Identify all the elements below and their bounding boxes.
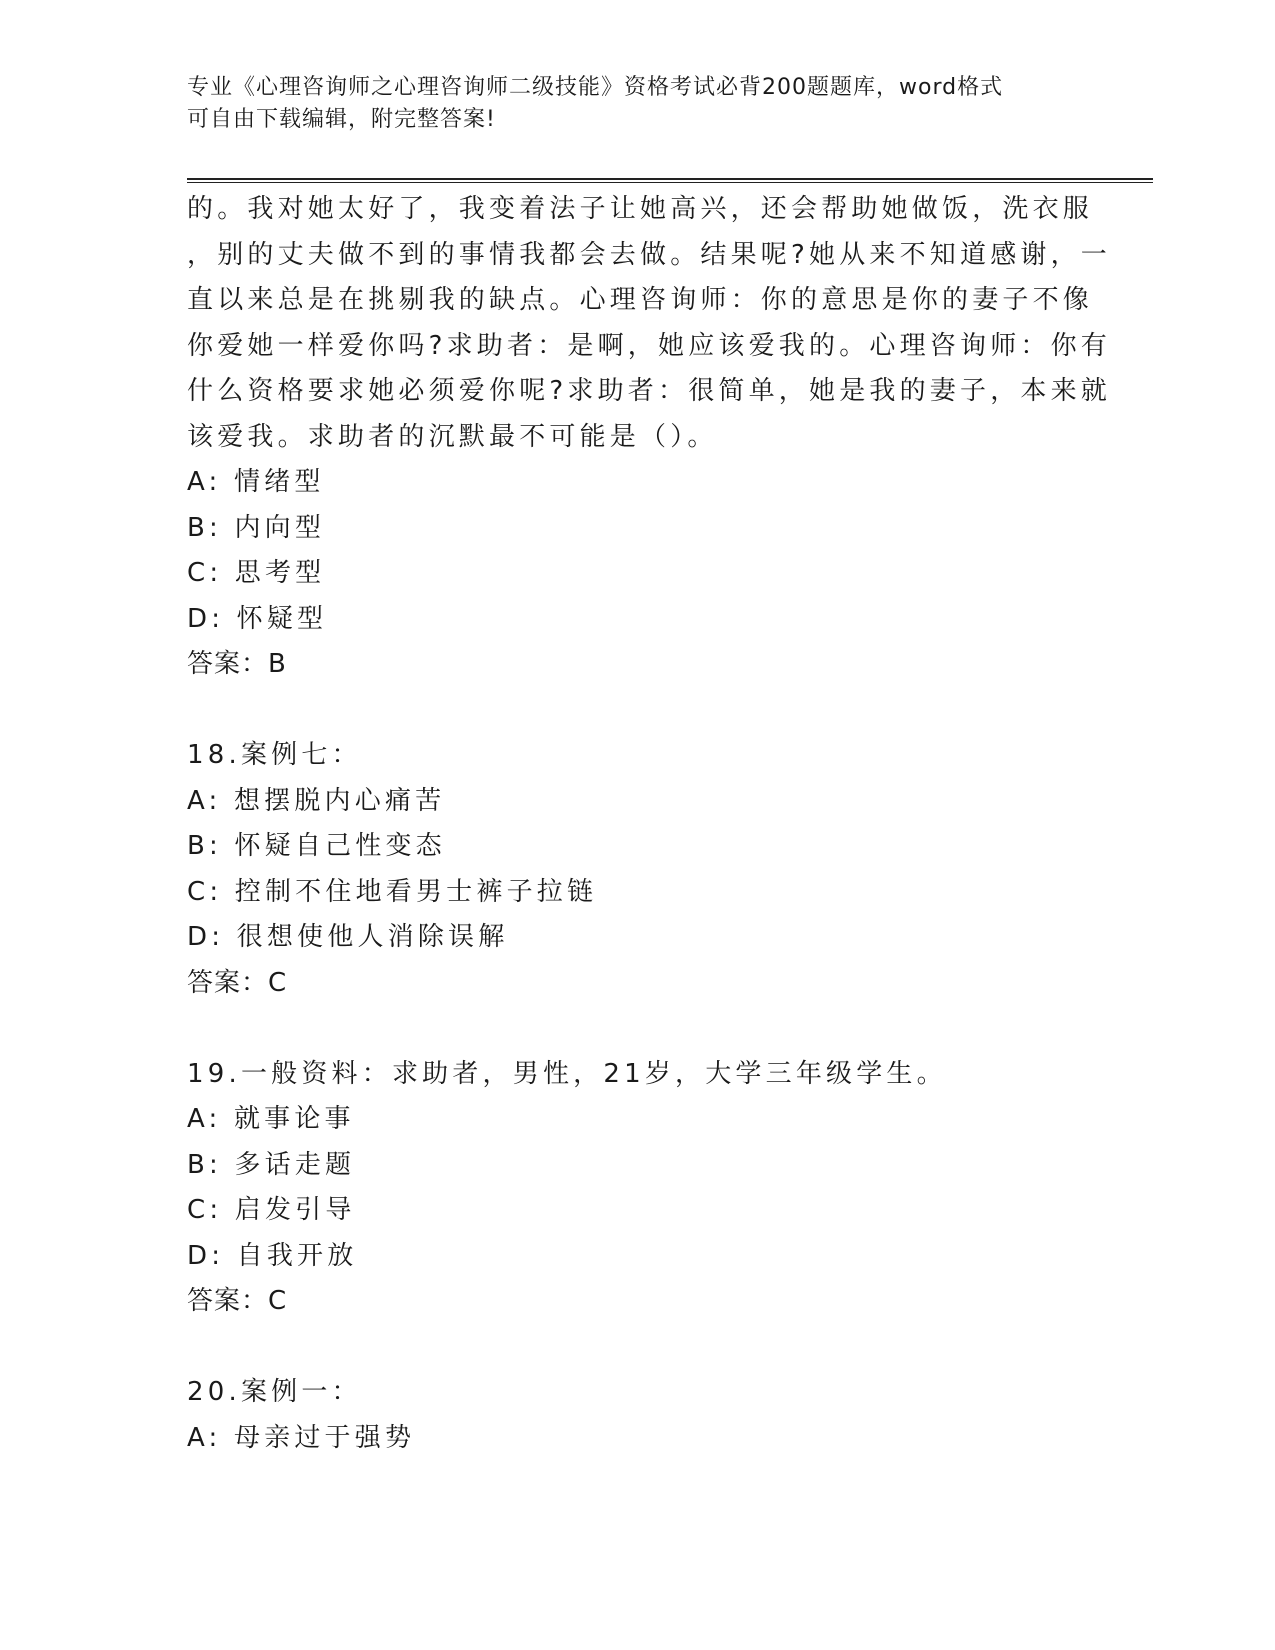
question-text-line: 什么资格要求她必须爱你呢?求助者：很简单，她是我的妻子，本来就 bbox=[187, 376, 1112, 406]
spacer bbox=[187, 1325, 1077, 1371]
question-text-line: 你爱她一样爱你吗?求助者：是啊，她应该爱我的。心理咨询师：你有 bbox=[187, 330, 1112, 361]
question-text-line: 的。我对她太好了，我变着法子让她高兴，还会帮助她做饭，洗衣服 bbox=[187, 194, 1094, 224]
question-19 bbox=[187, 1052, 1077, 1325]
option-c: C: 启发引导 bbox=[187, 1195, 356, 1225]
spacer bbox=[187, 688, 1077, 734]
option-d: D: 怀疑型 bbox=[187, 603, 328, 634]
header-divider bbox=[187, 178, 1153, 183]
header-title-line-2: 可自由下载编辑，附完整答案! bbox=[187, 107, 496, 132]
answer-line: 答案：C bbox=[187, 967, 288, 998]
option-b: B: 多话走题 bbox=[187, 1149, 356, 1180]
option-a: A: 想摆脱内心痛苦 bbox=[187, 785, 446, 816]
option-a: A: 母亲过于强势 bbox=[187, 1422, 416, 1453]
question-20 bbox=[187, 1370, 1077, 1461]
option-d: D: 自我开放 bbox=[187, 1240, 358, 1271]
question-text-line: ，别的丈夫做不到的事情我都会去做。结果呢?她从来不知道感谢，一 bbox=[187, 239, 1112, 270]
document-body bbox=[187, 187, 1112, 1461]
question-stem: 18.案例七： bbox=[187, 740, 362, 770]
option-c: C: 控制不住地看男士裤子拉链 bbox=[187, 876, 598, 907]
question-17-continued bbox=[187, 187, 1112, 688]
option-b: B: 内向型 bbox=[187, 512, 326, 543]
header-title-line-1: 专业《心理咨询师之心理咨询师二级技能》资格考试必背200题题库，word格式 bbox=[187, 75, 1004, 100]
page-header bbox=[187, 72, 1087, 136]
question-text-line: 直以来总是在挑剔我的缺点。心理咨询师：你的意思是你的妻子不像 bbox=[187, 285, 1094, 315]
option-a: A: 情绪型 bbox=[187, 467, 325, 497]
option-c: C: 思考型 bbox=[187, 558, 326, 588]
option-d: D: 很想使他人消除误解 bbox=[187, 922, 509, 952]
question-text-line: 该爱我。求助者的沉默最不可能是（）。 bbox=[187, 421, 718, 452]
option-b: B: 怀疑自己性变态 bbox=[187, 831, 446, 861]
spacer bbox=[187, 1006, 1077, 1052]
answer-line: 答案：B bbox=[187, 649, 287, 679]
answer-line: 答案：C bbox=[187, 1286, 288, 1316]
question-stem: 19.一般资料：求助者，男性，21岁，大学三年级学生。 bbox=[187, 1058, 947, 1089]
question-stem: 20.案例一： bbox=[187, 1377, 362, 1407]
option-a: A: 就事论事 bbox=[187, 1104, 355, 1134]
question-18 bbox=[187, 733, 1077, 1006]
